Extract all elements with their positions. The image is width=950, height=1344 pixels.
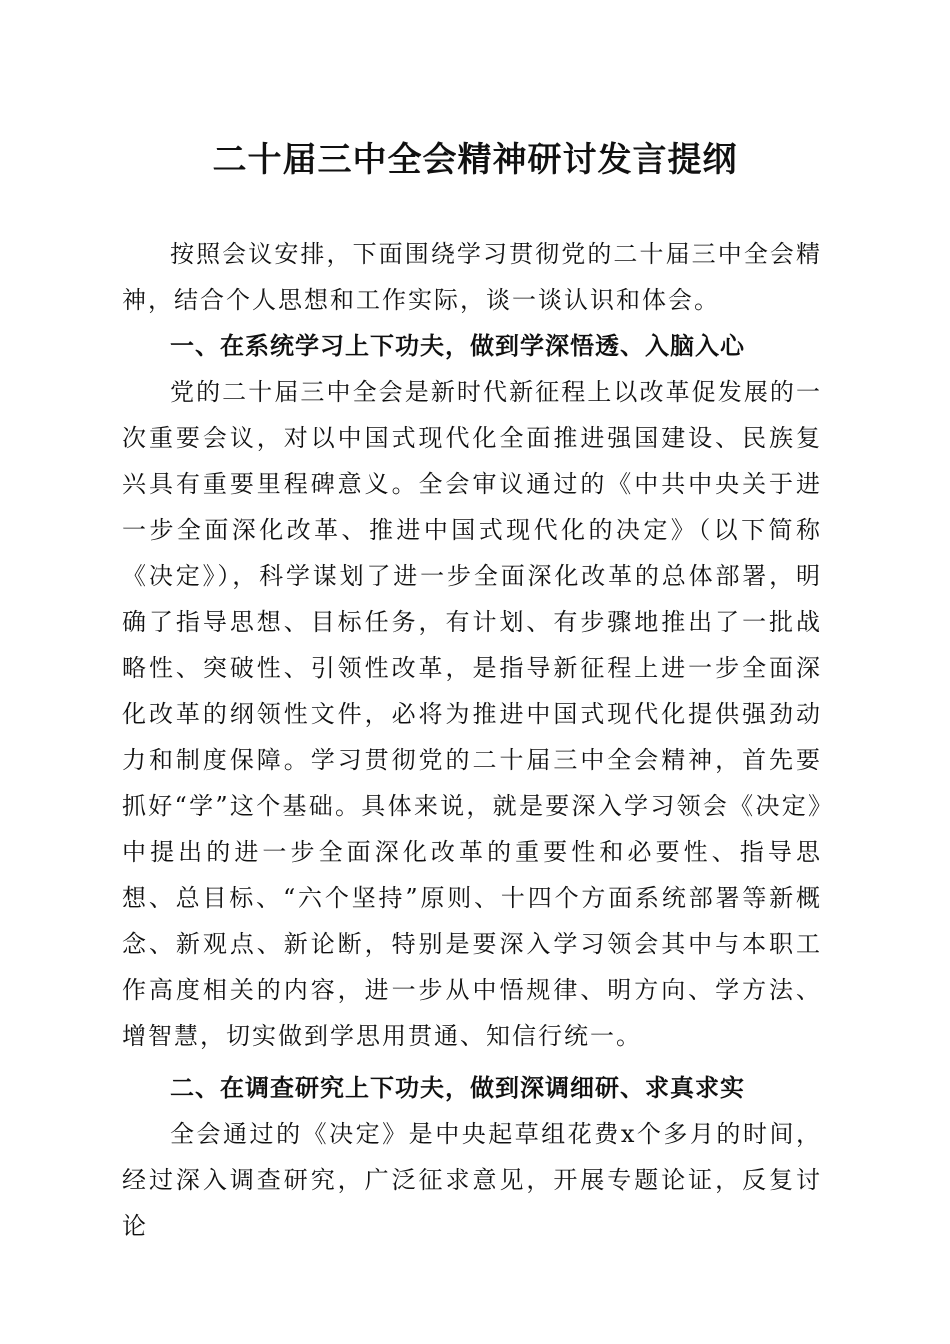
intro-paragraph: 按照会议安排，下面围绕学习贯彻党的二十届三中全会精神，结合个人思想和工作实际，谈一谈认识和体会。 [122,240,822,314]
section-2-heading: 二、在调查研究上下功夫，做到深调细研、求真求实 [170,1074,745,1102]
document-title: 二十届三中全会精神研讨发言提纲 [212,140,738,180]
section-1-paragraph: 党的二十届三中全会是新时代新征程上以改革促发展的一次重要会议，对以中国式现代化全面推进强国建设、民族复兴具有重要里程碑意义。全会审议通过的《中共中央关于进一步全面深化改革、推进中国式现代化的决定》（以下简称《决定》），科学谋划了进一步全面深化改革的总体部署，明确了指导思想、目标任务，有计划、有步骤地推出了一批战略性、突破性、引领性改革，是指导新征程上进一步全面深化改革的纲领性文件，必将为推进中国式现代化提供强劲动力和制度保障。学习贯彻党的二十届三中全会精神，首先要抓好“学”这个基础。具体来说，就是要深入学习领会《决定》中提出的进一步全面深化改革的重要性和必要性、指导思想、总目标、“六个坚持”原则、十四个方面系统部署等新概念、新观点、新论断，特别是要深入学习领会其中与本职工作高度相关的内容，进一步从中悟规律、明方向、学方法、增智慧，切实做到学思用贯通、知信行统一。 [122,378,822,1050]
section-2-paragraph: 全会通过的《决定》是中央起草组花费x个多月的时间，经过深入调查研究，广泛征求意见，开展专题论证，反复讨论 [122,1120,822,1240]
document-body [122,231,822,1249]
section-1-heading: 一、在系统学习上下功夫，做到学深悟透、入脑入心 [170,332,745,360]
